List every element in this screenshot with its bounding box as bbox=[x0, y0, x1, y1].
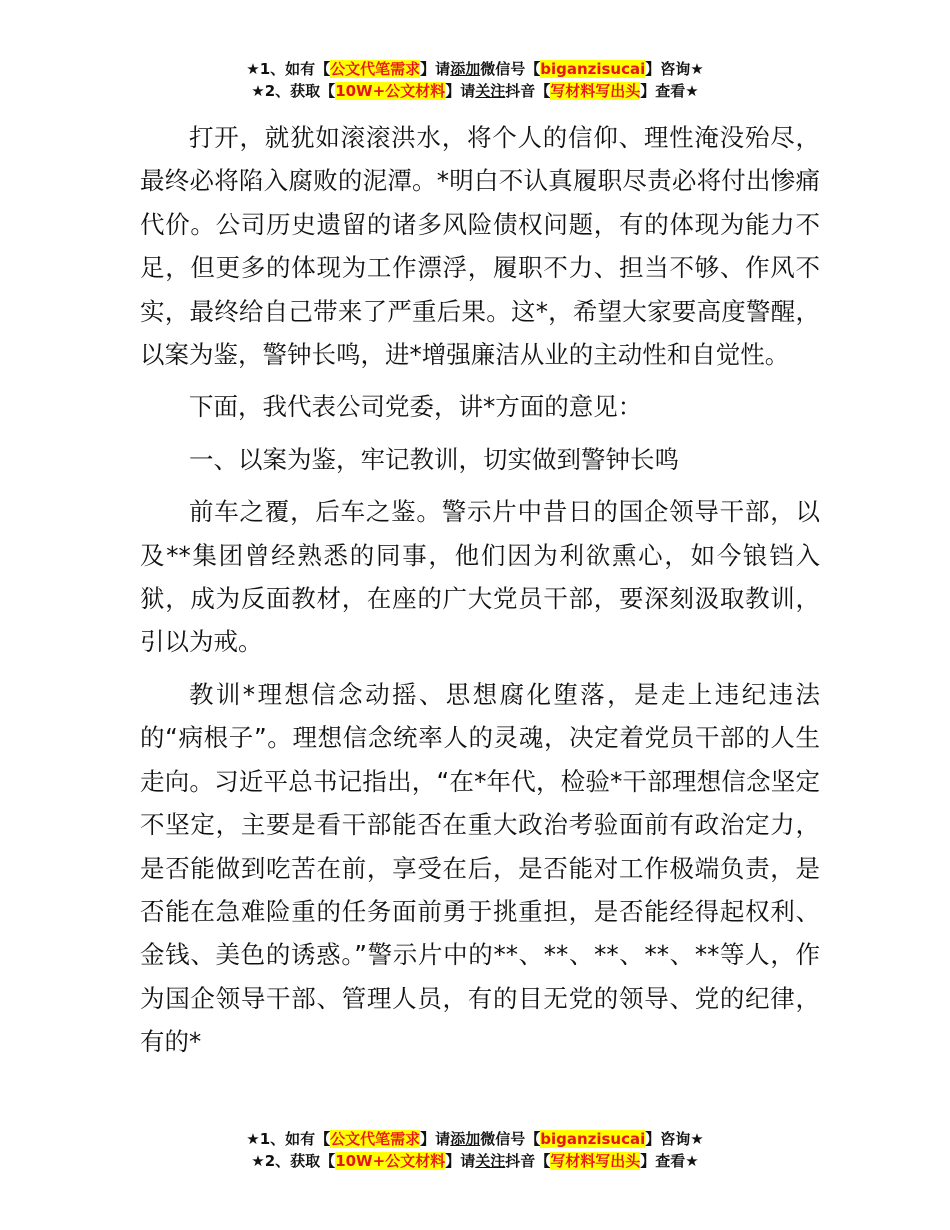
banner-highlight-wechat-id: biganzisucai bbox=[540, 60, 646, 78]
banner-text: 】请 bbox=[445, 82, 476, 100]
banner-text: 】请 bbox=[420, 60, 451, 78]
banner-text: 】咨询★ bbox=[645, 60, 704, 78]
banner-text: 】咨询★ bbox=[645, 1130, 704, 1148]
banner-line-1 bbox=[0, 58, 950, 80]
banner-text: 微信号【 bbox=[480, 1130, 541, 1148]
paragraph: 打开，就犹如滚滚洪水，将个人的信仰、理性淹没殆尽，最终必将陷入腐败的泥潭。*明白不认真履职尽责必将付出惨痛代价。公司历史遗留的诸多风险债权问题，有的体现为能力不足，但更多的体现为工作漂浮，履职不力、担当不够、作风不实，最终给自己带来了严重后果。这*，希望大家要高度警醒，以案为鉴，警钟长鸣，进*增强廉洁从业的主动性和自觉性。 bbox=[140, 123, 820, 370]
banner-underlined-text: 添加 bbox=[450, 60, 481, 78]
banner-text: ★1、如有【 bbox=[246, 1130, 331, 1148]
banner-text: 】查看★ bbox=[640, 82, 699, 100]
banner-text: 抖音【 bbox=[505, 1152, 551, 1170]
banner-highlight-materials: 10W+公文材料 bbox=[335, 82, 446, 100]
banner-text: 微信号【 bbox=[480, 60, 541, 78]
banner-text: 】请 bbox=[445, 1152, 476, 1170]
paragraph: 前车之覆，后车之鉴。警示片中昔日的国企领导干部，以及**集团曾经熟悉的同事，他们因为利欲熏心，如今锒铛入狱，成为反面教材，在座的广大党员干部，要深刻汲取教训，引以为戒。 bbox=[140, 497, 820, 657]
banner-underlined-text: 添加 bbox=[450, 1130, 481, 1148]
header-banner bbox=[0, 58, 950, 102]
banner-highlight-materials: 10W+公文材料 bbox=[335, 1152, 446, 1170]
banner-highlight-account: 写材料写出头 bbox=[550, 1152, 641, 1170]
banner-line-2 bbox=[0, 1150, 950, 1172]
banner-text: 抖音【 bbox=[505, 82, 551, 100]
banner-text: 】查看★ bbox=[640, 1152, 699, 1170]
banner-underlined-text: 关注 bbox=[475, 82, 506, 100]
banner-line-2 bbox=[0, 80, 950, 102]
document-body bbox=[140, 116, 820, 1073]
banner-text: ★2、获取【 bbox=[251, 82, 336, 100]
paragraph: 下面，我代表公司党委，讲*方面的意见： bbox=[189, 392, 643, 422]
section-heading: 一、以案为鉴，牢记教训，切实做到警钟长鸣 bbox=[189, 444, 679, 474]
paragraph: 教训*理想信念动摇、思想腐化堕落，是走上违纪违法的“病根子”。理想信念统率人的灵魂，决定着党员干部的人生走向。习近平总书记指出，“在*年代，检验*干部理想信念坚定不坚定，主要是看干部能否在重大政治考验面前有政治定力，是否能做到吃苦在前，享受在后，是否能对工作极端负责，是否能在急难险重的任务面前勇于挑重担，是否能经得起权利、金钱、美色的诱惑。”警示片中的**、**、**、**、**等人，作为国企领导干部、管理人员，有的目无党的领导、党的纪律，有的* bbox=[140, 679, 820, 1057]
banner-text: 】请 bbox=[420, 1130, 451, 1148]
banner-text: ★1、如有【 bbox=[246, 60, 331, 78]
banner-highlight-account: 写材料写出头 bbox=[550, 82, 641, 100]
banner-highlight-service: 公文代笔需求 bbox=[330, 60, 421, 78]
banner-underlined-text: 关注 bbox=[475, 1152, 506, 1170]
banner-highlight-wechat-id: biganzisucai bbox=[540, 1130, 646, 1148]
footer-banner bbox=[0, 1128, 950, 1172]
banner-text: ★2、获取【 bbox=[251, 1152, 336, 1170]
banner-highlight-service: 公文代笔需求 bbox=[330, 1130, 421, 1148]
banner-line-1 bbox=[0, 1128, 950, 1150]
